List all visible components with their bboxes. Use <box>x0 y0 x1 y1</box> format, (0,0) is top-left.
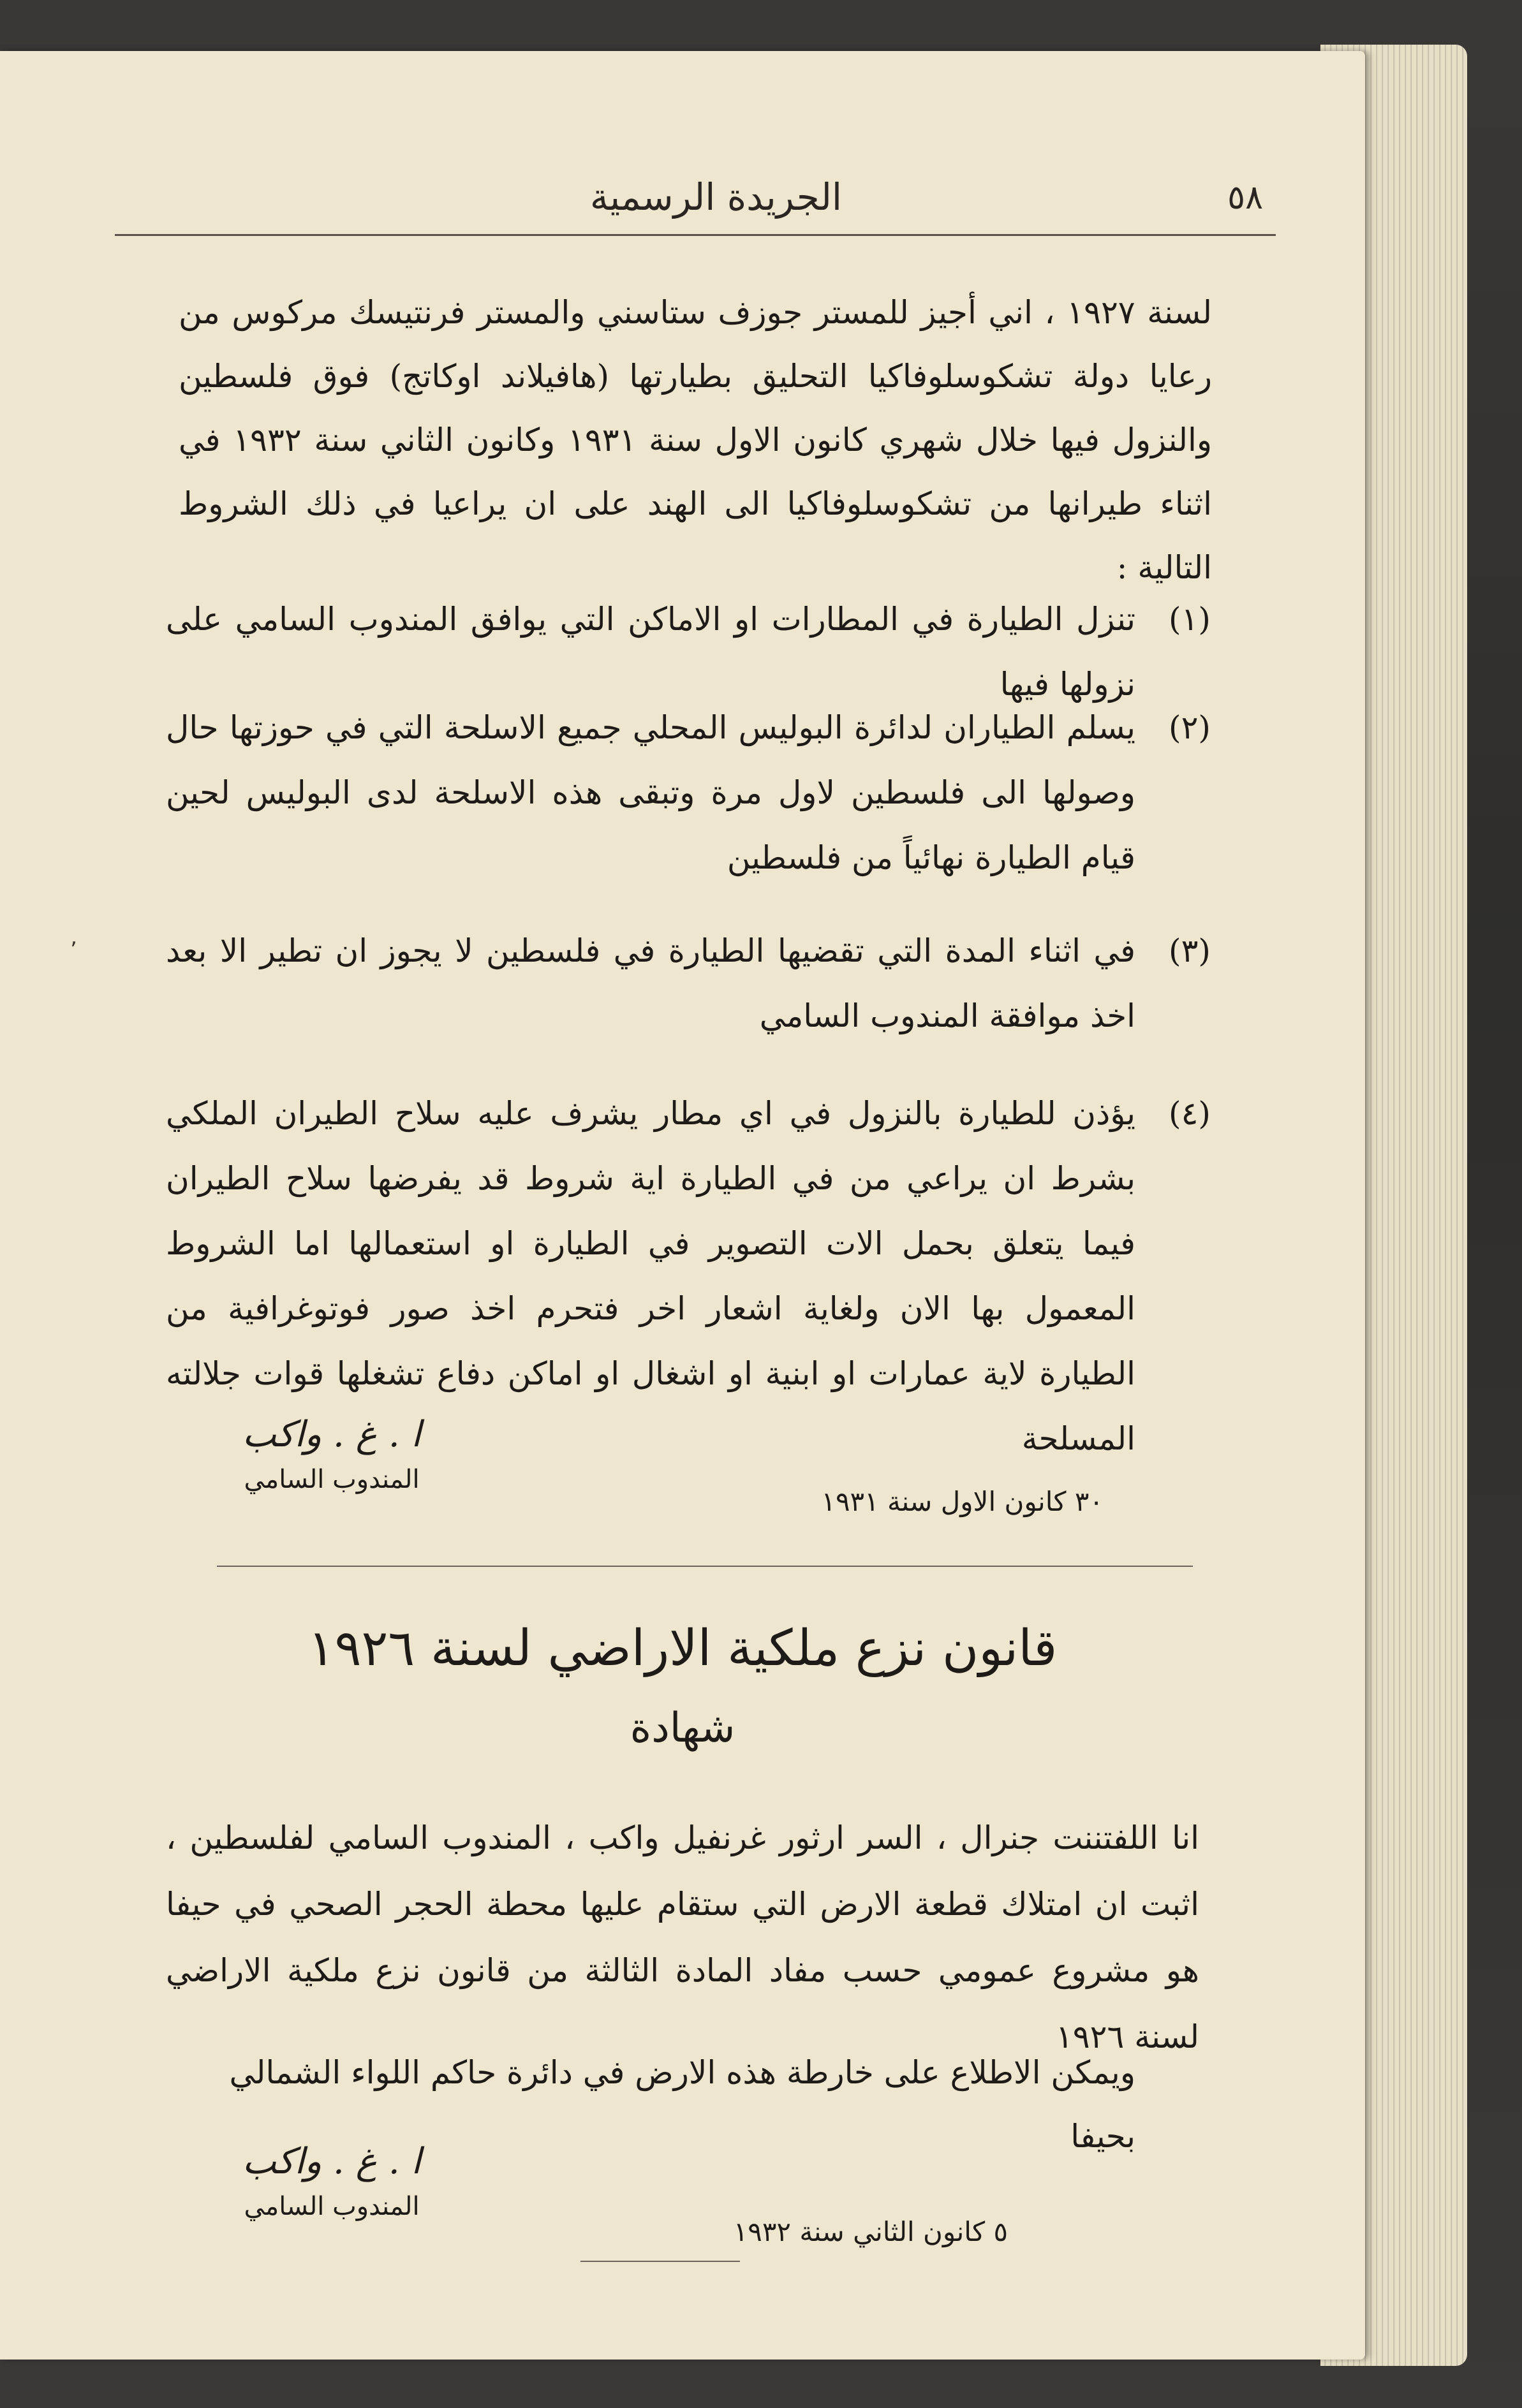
signature-name: ا . غ . واكب <box>242 2141 422 2182</box>
end-rule <box>580 2261 740 2262</box>
law-title: قانون نزع ملكية الاراضي لسنة ١٩٢٦ <box>307 1620 1058 1677</box>
certificate-title: شهادة <box>630 1705 735 1752</box>
margin-mark: ٬ <box>70 937 77 963</box>
signature-block <box>236 1409 427 1499</box>
certificate-date: ٥ كانون الثاني سنة ١٩٣٢ <box>733 2216 1008 2247</box>
condition-number: (٤) <box>1169 1095 1211 1132</box>
certificate-note: ويمكن الاطلاع على خارطة هذه الارض في دائرة حاكم اللواء الشمالي بحيفا <box>229 2054 1135 2155</box>
header-rule <box>115 234 1276 236</box>
certificate-body: انا اللفتننت جنرال ، السر ارثور غرنفيل واكب ، المندوب السامي لفلسطين ، اثبت ان امتلاك قطعة الارض التي ستقام عليها محطة الحجر الصحي في حيفا هو مشروع عمومي حسب مفاد المادة الثالثة من قانون نزع ملكية الاراضي لسنة ١٩٢٦ <box>166 1819 1199 2055</box>
signature-title: المندوب السامي <box>244 1465 420 1494</box>
notice-date: ٣٠ كانون الاول سنة ١٩٣١ <box>821 1486 1104 1517</box>
condition-text: يؤذن للطيارة بالنزول في اي مطار يشرف عليه سلاح الطيران الملكي بشرط ان يراعي من في الطيارة اية شروط قد يفرضها سلاح الطيران فيما يتعلق بحمل الات التصوير في الطيارة او استعمالها اما الشروط المعمول بها الان ولغاية اشعار اخر فتحرم اخذ صور فوتوغرافية من الطيارة لاية عمارات او ابنية او اشغال او اماكن دفاع تشغلها قوات جلالته المسلحة <box>166 1095 1135 1457</box>
condition-number: (٣) <box>1169 932 1211 969</box>
signature-block <box>236 2136 427 2226</box>
page-number: ٥٨ <box>1227 179 1263 217</box>
condition-text: يسلم الطياران لدائرة البوليس المحلي جميع الاسلحة التي في حوزتها حال وصولها الى فلسطين لاول مرة وتبقى هذه الاسلحة لدى البوليس لحين قيام الطيارة نهائياً من فلسطين <box>166 709 1135 876</box>
signature-title: المندوب السامي <box>244 2192 420 2221</box>
section-divider <box>217 1566 1193 1567</box>
document-page <box>0 51 1365 2360</box>
condition-number: (٢) <box>1169 709 1211 746</box>
condition-item <box>166 918 1211 1048</box>
condition-text: تنزل الطيارة في المطارات او الاماكن التي يوافق المندوب السامي على نزولها فيها <box>166 601 1135 703</box>
page-header <box>115 147 1276 236</box>
intro-paragraph: لسنة ١٩٢٧ ، اني أجيز للمستر جوزف ستاسني والمستر فرنتيسك مركوس من رعايا دولة تشكوسلوفاكيا التحليق بطيارتها (هافيلاند اوكاتج) فوق فلسطين والنزول فيها خلال شهري كانون الاول سنة ١٩٣١ وكانون الثاني سنة ١٩٣٢ في اثناء طيرانها من تشكوسلوفاكيا الى الهند على ان يراعيا في ذلك الشروط التالية : <box>179 294 1212 586</box>
signature-name: ا . غ . واكب <box>242 1414 422 1455</box>
condition-text: في اثناء المدة التي تقضيها الطيارة في فلسطين لا يجوز ان تطير الا بعد اخذ موافقة المندوب السامي <box>166 932 1135 1034</box>
condition-item <box>166 695 1211 890</box>
running-title: الجريدة الرسمية <box>589 175 842 219</box>
condition-number: (١) <box>1169 601 1211 638</box>
